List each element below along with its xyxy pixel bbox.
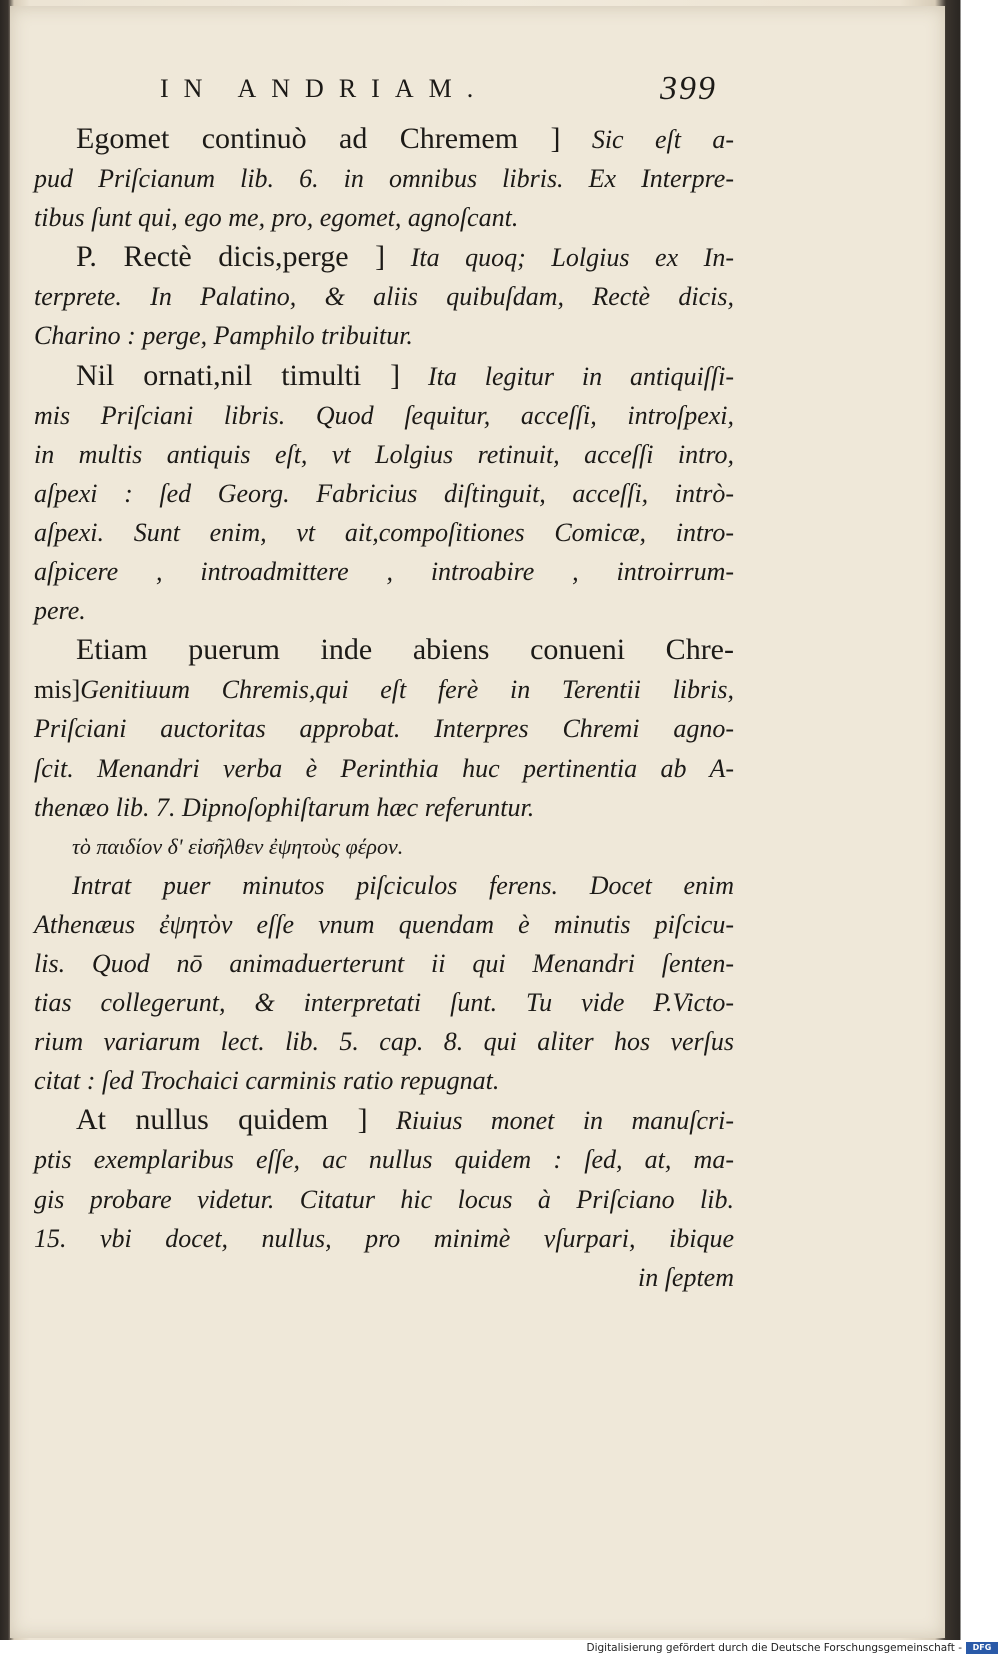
lemma: Egomet continuò ad Chremem ] [76, 122, 561, 155]
text-line: P. Rectè dicis,perge ] Ita quoq; Lolgius ex In- [76, 240, 735, 274]
text-line: pere. [34, 596, 86, 626]
text-line: tibus ſunt qui, ego me, pro, egomet, agnoſcant. [34, 203, 519, 233]
text-line: Athenæus ἐψητὸν eſſe vnum quendam è minutis piſcicu- [34, 909, 734, 939]
text-line: 15. vbi docet, nullus, pro minimè vſurpari, ibique [34, 1223, 734, 1253]
text-line: terprete. In Palatino, & aliis quibuſdam, Rectè dicis, [34, 282, 734, 312]
text-line: Egomet continuò ad Chremem ] Sic eſt a- [76, 122, 735, 155]
text-line: Priſciani auctoritas approbat. Interpres Chremi agno- [34, 714, 734, 744]
lemma: Nil ornati,nil timulti ] [76, 358, 401, 392]
text-line: ptis exemplaribus eſſe, ac nullus quidem : ſed, at, ma- [34, 1145, 734, 1175]
text-line: aſpexi : ſed Georg. Fabricius diſtinguit, acceſſi, intrò- [34, 478, 734, 508]
text-line: Charino : perge, Pamphilo tribuitur. [34, 321, 413, 351]
text-line: citat : ſed Trochaici carminis ratio repugnat. [34, 1066, 500, 1096]
text-line: mis Priſciani libris. Quod ſequitur, acceſſi, introſpexi, [34, 400, 734, 430]
book-page [10, 6, 945, 1638]
lemma: P. Rectè dicis,perge ] [76, 240, 386, 274]
footer-credit: Digitalisierung gefördert durch die Deutsche Forschungsgemeinschaft - [586, 1642, 962, 1654]
text-line: lis. Quod nō animaduerterunt ii qui Menandri ſenten- [34, 948, 734, 978]
catchword: in ſeptem [637, 1262, 734, 1292]
text-line: mis]Genitiuum Chremis,qui eſt ferè in Terentii libris, [34, 675, 734, 705]
text-line: thenæo lib. 7. Dipnoſophiſtarum hæc referuntur. [34, 792, 535, 822]
greek-quotation: τὸ παιδίον δ' εἰσῆλθεν ἐψητοὺς φέρον. [72, 833, 404, 859]
page-number: 399 [660, 70, 717, 107]
dfg-logo: DFG [966, 1642, 998, 1654]
text-line: pud Priſcianum lib. 6. in omnibus libris. Ex Interpre- [34, 164, 734, 194]
text-line: Intrat puer minutos piſciculos ferens. Docet enim [72, 870, 734, 900]
lemma: At nullus quidem ] [76, 1103, 368, 1137]
running-head: IN ANDRIAM. [160, 74, 489, 103]
text-line: ſcit. Menandri verba è Perinthia huc pertinentia ab A- [34, 753, 734, 783]
text-line: aſpicere , introadmittere , introabire , introirrum- [34, 557, 734, 587]
text-line: in multis antiquis eſt, vt Lolgius retinuit, acceſſi intro, [34, 439, 734, 469]
text-line: aſpexi. Sunt enim, vt ait,compoſitiones Comicæ, intro- [34, 517, 734, 547]
text-line: At nullus quidem ] Riuius monet in manuſcri- [76, 1103, 734, 1137]
text-line: rium variarum lect. lib. 5. cap. 8. qui aliter hos verſus [34, 1027, 734, 1057]
text-line [34, 630, 734, 670]
page-text [34, 119, 734, 1297]
text-line: Nil ornati,nil timulti ] Ita legitur in antiquiſſi- [76, 358, 735, 392]
text-line: gis probare videtur. Citatur hic locus à Priſciano lib. [34, 1184, 734, 1214]
lemma: Etiam puerum inde abiens conueni Chre- [76, 633, 734, 667]
footer [0, 1641, 1000, 1656]
text-line: tias collegerunt, & interpretati ſunt. Tu vide P.Victo- [34, 988, 734, 1018]
